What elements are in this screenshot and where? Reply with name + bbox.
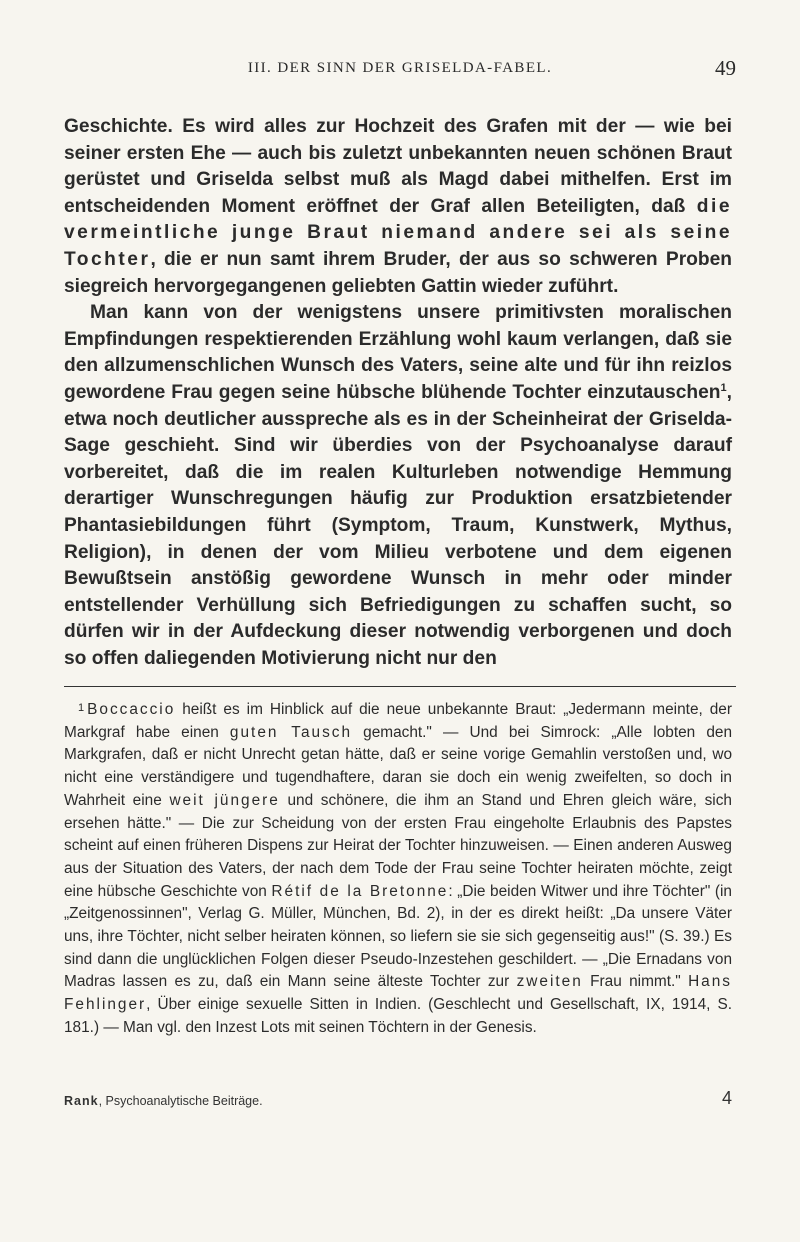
footnote-emphasis-3: zweiten bbox=[516, 973, 583, 991]
sheet-number: 4 bbox=[721, 1088, 732, 1108]
footnote-author-retif: Rétif de la Bretonne bbox=[271, 882, 449, 900]
p2-part-2: , etwa noch deutlicher ausspreche als es in der Scheinheirat der Griselda-Sage geschieht. Sind wir überdies von der Psychoanalyse darauf vorbereitet, daß die im realen Kulturleben notwendige Hemmung derartiger Wunschregungen häufig zur Produktion ersatzbietender Phantasiebildungen führt (Symptom, Traum, Kunstwerk, Mythus, Religion), in denen der vom Milieu verbotene und dem eigenen Bewußtsein anstößig gewordene Wunsch in mehr oder minder entstellender Verhüllung sich Befriedigungen zu schaffen sucht, so dürfen wir in der Aufdeckung dieser notwendig verborgenen und doch so offen daliegenden Motivierung nicht nur den bbox=[64, 381, 732, 669]
main-text bbox=[64, 114, 732, 672]
signature-title: , Psychoanalytische Beiträge. bbox=[98, 1094, 263, 1108]
paragraph-2 bbox=[64, 300, 732, 672]
signature-author: Rank bbox=[64, 1094, 99, 1108]
chapter-title: III. DER SINN DER GRISELDA-FABEL. bbox=[247, 60, 553, 76]
footnote-text-4: : „Die beiden Witwer und ihre Töchter" (in „Zeitgenossinnen", Verlag G. Müller, München, Bd. 2), in der es direkt heißt: „Da unsere Väter uns, ihre Töchter, nicht selber heiraten können, so liefern sie sie sich gegenseitig aus!" (S. 39.) Es sind dann die unglücklichen Folgen dieser Pseudo-Inzestehen geschildert. — „Die Ernadans von Madras lassen es zu, daß ein Mann seine älteste Tochter zur bbox=[64, 882, 732, 991]
running-header bbox=[64, 52, 736, 80]
footnote-reference[interactable]: 1 bbox=[720, 381, 727, 394]
p2-part-1: Man kann von der wenigstens unsere primitivsten moralischen Empfindungen respektierenden Erzählung wohl kaum verlangen, daß sie den allzumenschlichen Wunsch des Vaters, seine alte und für ihn reizlos gewordene Frau gegen seine hübsche blühende Tochter einzutauschen bbox=[64, 302, 732, 403]
footnote-author-fehlinger: Hans Fehlinger bbox=[64, 973, 732, 1014]
footnote-marker: 1 bbox=[78, 702, 85, 714]
printer-signature bbox=[64, 1088, 732, 1108]
footnote-text-1: heißt es im Hinblick auf die neue unbekannte Braut: „Jedermann meinte, der Markgraf habe einen bbox=[64, 701, 732, 741]
footnote-text-2: gemacht." — Und bei Simrock: „Alle lobten den Markgrafen, daß er nicht Unrecht getan hätte, daß er seine vorige Gemahlin verstoßen und, wo nicht eine verständigere und tugendhaftere, daran sie doch ein wenig zweifelten, so doch in Wahrheit eine bbox=[64, 723, 733, 809]
footnote-text-6: , Über einige sexuelle Sitten in Indien. (Geschlecht und Gesellschaft, IX, 1914, S. 181.) — Man vgl. den Inzest Lots mit seinen Töchtern in der Genesis. bbox=[64, 996, 732, 1036]
page-number: 49 bbox=[715, 56, 736, 80]
footnote-text-5: Frau nimmt." bbox=[582, 973, 689, 991]
footnote-emphasis-1: guten Tausch bbox=[229, 723, 353, 741]
paragraph-1 bbox=[64, 114, 732, 300]
p1-part-1: Geschichte. Es wird alles zur Hochzeit des Grafen mit der — wie bei seiner ersten Ehe — auch bis zuletzt unbekannten neuen schönen Braut gerüstet und Griselda selbst muß als Magd dabei mithelfen. Erst im entscheidenden Moment eröffnet der Graf allen Beteiligten, daß bbox=[64, 116, 732, 217]
footnote bbox=[64, 697, 732, 1040]
p1-emphasis: die vermeintliche junge Braut niemand andere sei als seine Tochter bbox=[64, 195, 732, 270]
footnote-author-boccaccio: Boccaccio bbox=[87, 701, 176, 718]
p1-part-3: , die er nun samt ihrem Bruder, der aus so schweren Proben siegreich hervorgegangenen geliebten Gattin wieder zuführt. bbox=[64, 248, 732, 297]
signature-source bbox=[64, 1094, 263, 1108]
footnote-divider bbox=[64, 686, 736, 687]
footnote-text-3: und schönere, die ihm an Stand und Ehren gleich wäre, sich ersehen hätte." — Die zur Scheidung von der ersten Frau eingeholte Erlaubnis des Papstes scheint auf einen früheren Dispens zur Heirat der Tochter hinzuweisen. — Einen anderen Ausweg aus der Situation des Vaters, der nach dem Tode der Frau seine Tochter heiraten möchte, zeigt eine hübsche Geschichte von bbox=[64, 791, 732, 900]
footnote-emphasis-2: weit jüngere bbox=[169, 791, 280, 809]
